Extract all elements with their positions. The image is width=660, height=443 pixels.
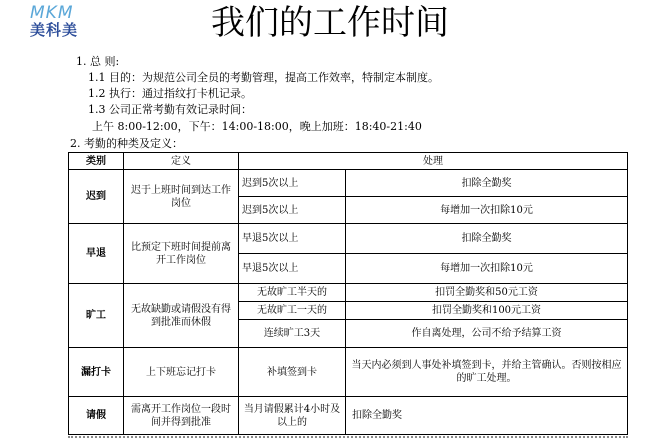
condition-cell: 迟到5次以上 [239, 170, 346, 197]
category-cell: 请假 [69, 397, 124, 435]
page-title: 我们的工作时间 [211, 3, 449, 43]
condition-cell: 连续旷工3天 [239, 320, 346, 348]
definition-cell: 迟于上班时间到达工作岗位 [124, 170, 239, 224]
table-row [69, 170, 628, 197]
section1-heading: 1. 总 则: [76, 55, 120, 68]
definition-cell: 需离开工作岗位一段时间并得到批准 [124, 397, 239, 435]
action-cell: 每增加一次扣除10元 [346, 197, 628, 224]
condition-cell: 当月请假累计4小时及以上的 [239, 397, 346, 435]
action-cell: 扣罚全勤奖和50元工资 [346, 284, 628, 302]
condition-cell: 补填签到卡 [239, 348, 346, 397]
item-1-3: 1.3 公司正常考勤有效记录时间： [88, 103, 252, 116]
action-cell: 作自离处理，公司不给予结算工资 [346, 320, 628, 348]
header-definition: 定义 [124, 153, 239, 170]
condition-cell: 早退5次以上 [239, 224, 346, 254]
working-hours: 上午 8:00-12:00，下午：14:00-18:00，晚上加班：18:40-21:40 [92, 120, 422, 133]
condition-cell: 无故旷工一天的 [239, 302, 346, 320]
bottom-divider [68, 436, 628, 442]
attendance-table [68, 152, 628, 435]
category-cell: 漏打卡 [69, 348, 124, 397]
action-cell: 扣除全勤奖 [346, 224, 628, 254]
action-cell: 扣除全勤奖 [346, 397, 628, 435]
header-category: 类别 [69, 153, 124, 170]
action-cell: 扣罚全勤奖和100元工资 [346, 302, 628, 320]
action-cell: 每增加一次扣除10元 [346, 254, 628, 284]
action-cell: 当天内必须到人事处补填签到卡，并给主管确认。否则按相应的旷工处理。 [346, 348, 628, 397]
item-1-1: 1.1 目的：为规范公司全员的考勤管理，提高工作效率，特制定本制度。 [88, 71, 439, 84]
definition-cell: 比预定下班时间提前离开工作岗位 [124, 224, 239, 284]
category-cell: 早退 [69, 224, 124, 284]
table-row [69, 224, 628, 254]
table-row [69, 284, 628, 302]
logo-name: 美科美 [30, 21, 79, 39]
table-row [69, 397, 628, 435]
definition-cell: 无故缺勤或请假没有得到批准而休假 [124, 284, 239, 348]
header-handling: 处理 [239, 153, 628, 170]
logo-mark: MKM [30, 3, 74, 23]
table-row [69, 348, 628, 397]
action-cell: 扣除全勤奖 [346, 170, 628, 197]
category-cell: 旷工 [69, 284, 124, 348]
condition-cell: 早退5次以上 [239, 254, 346, 284]
item-1-2: 1.2 执行：通过指纹打卡机记录。 [88, 87, 252, 100]
condition-cell: 迟到5次以上 [239, 197, 346, 224]
condition-cell: 无故旷工半天的 [239, 284, 346, 302]
category-cell: 迟到 [69, 170, 124, 224]
table-header-row [69, 153, 628, 170]
section2-heading: 2. 考勤的种类及定义： [70, 137, 183, 150]
definition-cell: 上下班忘记打卡 [124, 348, 239, 397]
